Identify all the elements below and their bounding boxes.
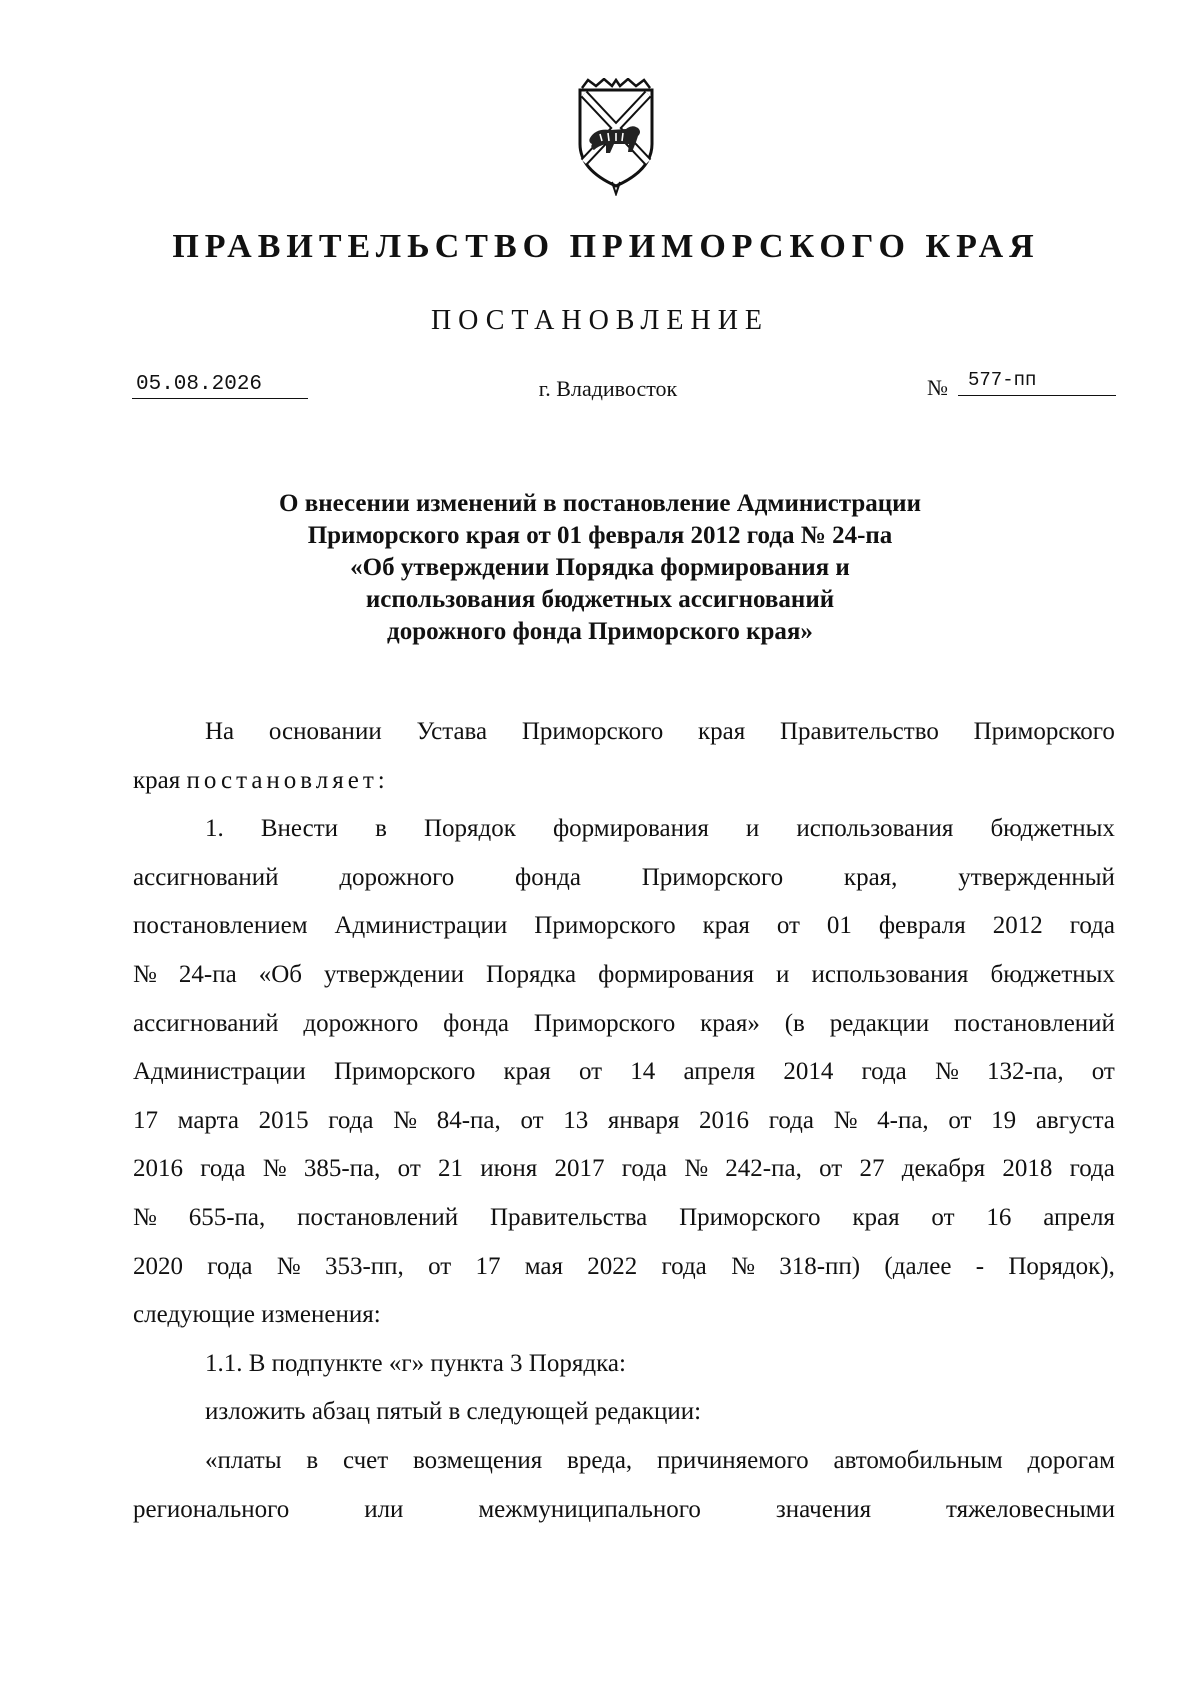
word: тяжеловесными (946, 1495, 1115, 1523)
government-title: ПРАВИТЕЛЬСТВО ПРИМОРСКОГО КРАЯ (172, 228, 1040, 265)
word: значения (775, 1495, 872, 1523)
word: 17 (133, 1106, 158, 1134)
word: от (578, 1058, 603, 1086)
word: дорожного (339, 863, 455, 891)
word: или (364, 1495, 404, 1523)
word: 16 (986, 1203, 1012, 1231)
word: мая (524, 1252, 563, 1280)
word: от (1091, 1058, 1115, 1086)
word: Устава (416, 718, 488, 745)
word: (далее (884, 1252, 952, 1280)
word: 21 (438, 1155, 464, 1183)
word: 19 (991, 1106, 1017, 1134)
word: 1. (205, 815, 224, 843)
word: 01 (826, 912, 852, 940)
word: 2015 (258, 1106, 309, 1134)
title-line: О внесении изменений в постановление Администрации (279, 490, 921, 517)
document-body (133, 708, 1115, 1534)
word: фонда (443, 1009, 510, 1037)
intro-start: края (133, 766, 181, 794)
body-line (133, 1048, 1115, 1097)
word: 2016 (133, 1155, 183, 1183)
word: 2018 (1002, 1155, 1053, 1183)
title-line: Приморского края от 01 февраля 2012 года № 24-па (307, 522, 893, 549)
word: постановлений (953, 1009, 1115, 1037)
word: возмещения (413, 1446, 543, 1474)
word: края (852, 1203, 900, 1231)
resolves-word: постановляет: (186, 766, 389, 794)
word: № (133, 960, 157, 988)
word: года (768, 1106, 814, 1134)
word: и (776, 960, 790, 988)
word: года (207, 1252, 253, 1280)
word: утверждении (324, 960, 464, 988)
word: утвержденный (958, 863, 1115, 891)
word: и (745, 815, 760, 843)
word: использования (811, 960, 969, 988)
word: бюджетных (990, 815, 1115, 843)
word: года (861, 1058, 907, 1086)
word: 17 (475, 1252, 501, 1280)
word: (в (784, 1009, 805, 1037)
word: Внести (260, 815, 339, 843)
word: 13 (563, 1106, 589, 1134)
word: Приморского (533, 1009, 676, 1037)
word: Администрации (133, 1058, 306, 1086)
document-city: г. Владивосток (538, 376, 678, 401)
word: На (205, 718, 235, 745)
word: от (428, 1252, 452, 1280)
word: года (1069, 912, 1115, 940)
word: края (503, 1058, 551, 1086)
word: в (306, 1446, 319, 1474)
word: Правительство (779, 718, 939, 745)
word: от (819, 1155, 843, 1183)
word: 2012 (992, 912, 1043, 940)
word: от (776, 912, 800, 940)
word: края (702, 912, 750, 940)
body-line (133, 1243, 1115, 1292)
word: Администрации (334, 912, 508, 940)
coat-of-arms-icon (566, 78, 666, 196)
word: «платы (205, 1446, 282, 1474)
word: № (262, 1155, 287, 1183)
word: № (133, 1203, 157, 1231)
word: 84-па, (436, 1106, 501, 1134)
word: 132-па, (987, 1058, 1064, 1086)
word: декабря (901, 1155, 986, 1183)
word: формирования (598, 960, 755, 988)
word: Приморского (534, 912, 676, 940)
word: Приморского (521, 718, 664, 745)
word: № (731, 1252, 755, 1280)
word: автомобильным (833, 1446, 1003, 1474)
body-line (133, 854, 1115, 903)
body-line (133, 951, 1115, 1000)
word: Приморского (973, 718, 1115, 745)
word: причиняемого (657, 1446, 809, 1474)
document-number: 577-пп (958, 369, 1116, 396)
word: использования (796, 815, 954, 843)
body-line (133, 1145, 1115, 1194)
word: № (393, 1106, 418, 1134)
word: ассигнований (133, 1009, 279, 1037)
number-sign: № (927, 375, 948, 400)
word: Приморского (679, 1203, 821, 1231)
word: февраля (878, 912, 966, 940)
word: 318-пп) (779, 1252, 861, 1280)
body-line (133, 1097, 1115, 1146)
body-line (133, 708, 1115, 757)
word: вреда, (567, 1446, 633, 1474)
word: августа (1035, 1106, 1115, 1134)
word: формирования (552, 815, 709, 843)
word: края (697, 718, 746, 745)
word: Правительства (489, 1203, 648, 1231)
word: 242-па, (725, 1155, 802, 1183)
word: 2016 (699, 1106, 750, 1134)
word: № (684, 1155, 709, 1183)
word: «Об (258, 960, 303, 988)
word: апреля (683, 1058, 756, 1086)
title-line: дорожного фонда Приморского края» (387, 618, 813, 645)
body-line: 1.1. В подпункте «г» пункта 3 Порядка: (205, 1349, 626, 1377)
word: редакции (829, 1009, 930, 1037)
title-line: «Об утверждении Порядка формирования и (350, 554, 850, 581)
word: от (397, 1155, 421, 1183)
word: № (276, 1252, 301, 1280)
document-type: ПОСТАНОВЛЕНИЕ (430, 305, 770, 336)
word: марта (177, 1106, 239, 1134)
word: дорожного (303, 1009, 419, 1037)
word: Приморского (641, 863, 784, 891)
word: 4-па, (877, 1106, 929, 1134)
word: от (948, 1106, 972, 1134)
body-line (133, 902, 1115, 951)
document-title (0, 488, 1200, 648)
word: постановлением (133, 912, 308, 940)
body-line (133, 805, 1115, 854)
word: в (375, 815, 387, 843)
word: № (833, 1106, 858, 1134)
body-line (133, 1000, 1115, 1049)
word: 2017 (554, 1155, 605, 1183)
title-line: использования бюджетных ассигнований (365, 586, 835, 613)
word: постановлений (297, 1203, 459, 1231)
word: января (607, 1106, 680, 1134)
word: 14 (630, 1058, 656, 1086)
word: 24-па (178, 960, 237, 988)
word: счет (343, 1446, 389, 1474)
word: 2022 (587, 1252, 638, 1280)
word: Приморского (333, 1058, 476, 1086)
word: бюджетных (990, 960, 1115, 988)
word: края, (843, 863, 898, 891)
word: года (621, 1155, 667, 1183)
word: ассигнований (133, 863, 279, 891)
body-line (133, 1194, 1115, 1243)
word: края» (700, 1009, 760, 1037)
word: от (931, 1203, 955, 1231)
word: апреля (1043, 1203, 1115, 1231)
word: Порядок (423, 815, 516, 843)
word: Порядок), (1008, 1252, 1115, 1280)
word: 353-пп, (324, 1252, 404, 1280)
word: дорогам (1027, 1446, 1115, 1474)
word: июня (480, 1155, 538, 1183)
body-line: следующие изменения: (133, 1301, 381, 1329)
word: 655-па, (188, 1203, 266, 1231)
body-line (133, 757, 1115, 806)
word: основании (268, 718, 382, 745)
word: года (661, 1252, 707, 1280)
word: - (975, 1252, 985, 1280)
body-line (133, 1486, 1115, 1535)
word: Порядка (485, 960, 577, 988)
body-line (133, 1437, 1115, 1486)
word: 2020 (133, 1252, 183, 1280)
word: года (328, 1106, 374, 1134)
word: 27 (859, 1155, 885, 1183)
word: года (200, 1155, 246, 1183)
word: фонда (515, 863, 581, 891)
body-line: изложить абзац пятый в следующей редакции: (205, 1398, 702, 1426)
word: 385-па, (303, 1155, 381, 1183)
word: 2014 (783, 1058, 834, 1086)
word: регионального (133, 1495, 290, 1523)
word: № (934, 1058, 959, 1086)
word: года (1069, 1155, 1115, 1183)
document-date: 05.08.2026 (132, 373, 308, 399)
word: от (520, 1106, 544, 1134)
word: межмуниципального (478, 1495, 701, 1523)
